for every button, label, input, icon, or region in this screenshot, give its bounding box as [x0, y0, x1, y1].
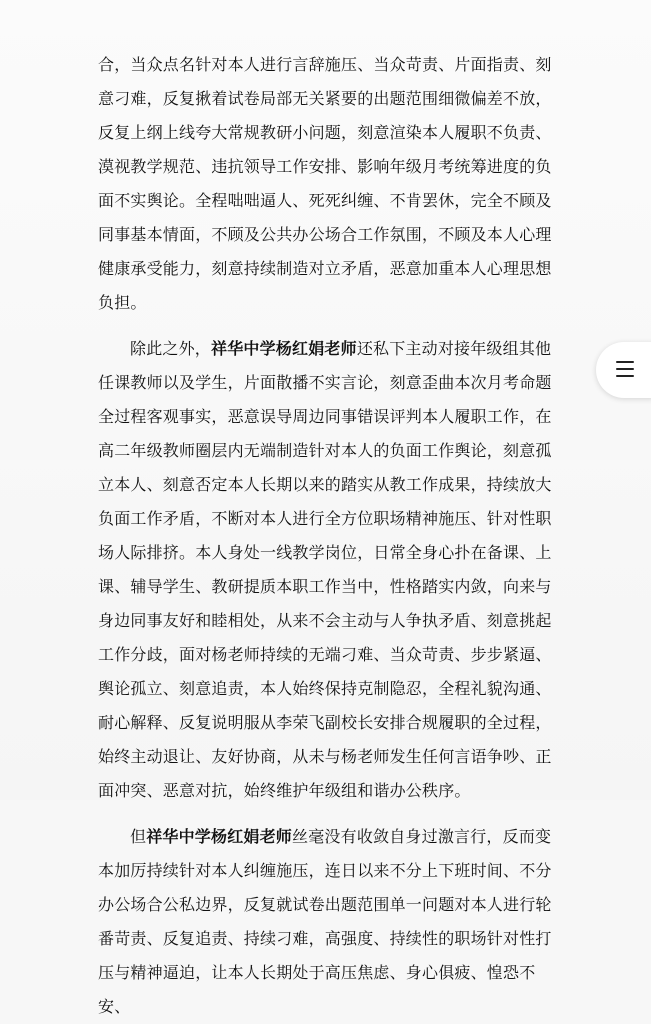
paragraph-2-lead: 除此之外，: [130, 339, 212, 358]
teacher-name-highlight: 祥华中学杨红娟老师: [211, 339, 357, 358]
paragraph-3-text: 丝毫没有收敛自身过激言行，反而变本加厉持续针对本人纠缠施压，连日以来不分上下班时间、不分办公场合公私边界，反复就试卷出题范围单一问题对本人进行轮番苛责、反复追责、持续刁难，高强度、持续性的职场针对性打压与精神逼迫，让本人长期处于高压焦虑、身心俱疲、惶恐不安、: [98, 827, 552, 1016]
paragraph-1: [98, 48, 558, 320]
paragraph-1-text: 合，当众点名针对本人进行言辞施压、当众苛责、片面指责、刻意刁难，反复揪着试卷局部无关紧要的出题范围细微偏差不放，反复上纲上线夸大常规教研小问题，刻意渲染本人履职不负责、漠视教学规范、违抗领导工作安排、影响年级月考统筹进度的负面不实舆论。全程咄咄逼人、死死纠缠、不肯罢休，完全不顾及同事基本情面，不顾及公共办公场合工作氛围，不顾及本人心理健康承受能力，刻意持续制造对立矛盾，恶意加重本人心理思想负担。: [98, 55, 552, 312]
paragraph-3-lead: 但: [130, 827, 147, 846]
document-body: [98, 48, 558, 1024]
paragraph-3: [98, 820, 558, 1024]
teacher-name-highlight: 祥华中学杨红娟老师: [146, 827, 293, 846]
paragraph-2: [98, 332, 558, 808]
hamburger-menu-icon: [616, 361, 634, 377]
floating-menu-button[interactable]: [596, 342, 651, 398]
paragraph-2-text: 还私下主动对接年级组其他任课教师以及学生，片面散播不实言论，刻意歪曲本次月考命题全过程客观事实，恶意误导周边同事错误评判本人履职工作，在高二年级教师圈层内无端制造针对本人的负面工作舆论，刻意孤立本人、刻意否定本人长期以来的踏实从教工作成果，持续放大负面工作矛盾，不断对本人进行全方位职场精神施压、针对性职场人际排挤。本人身处一线教学岗位，日常全身心扑在备课、上课、辅导学生、教研提质本职工作当中，性格踏实内敛，向来与身边同事友好和睦相处，从来不会主动与人争执矛盾、刻意挑起工作分歧，面对杨老师持续的无端刁难、当众苛责、步步紧逼、舆论孤立、刻意追责，本人始终保持克制隐忍，全程礼貌沟通、耐心解释、反复说明服从李荣飞副校长安排合规履职的全过程，始终主动退让、友好协商，从未与杨老师发生任何言语争吵、正面冲突、恶意对抗，始终维护年级组和谐办公秩序。: [98, 339, 552, 800]
